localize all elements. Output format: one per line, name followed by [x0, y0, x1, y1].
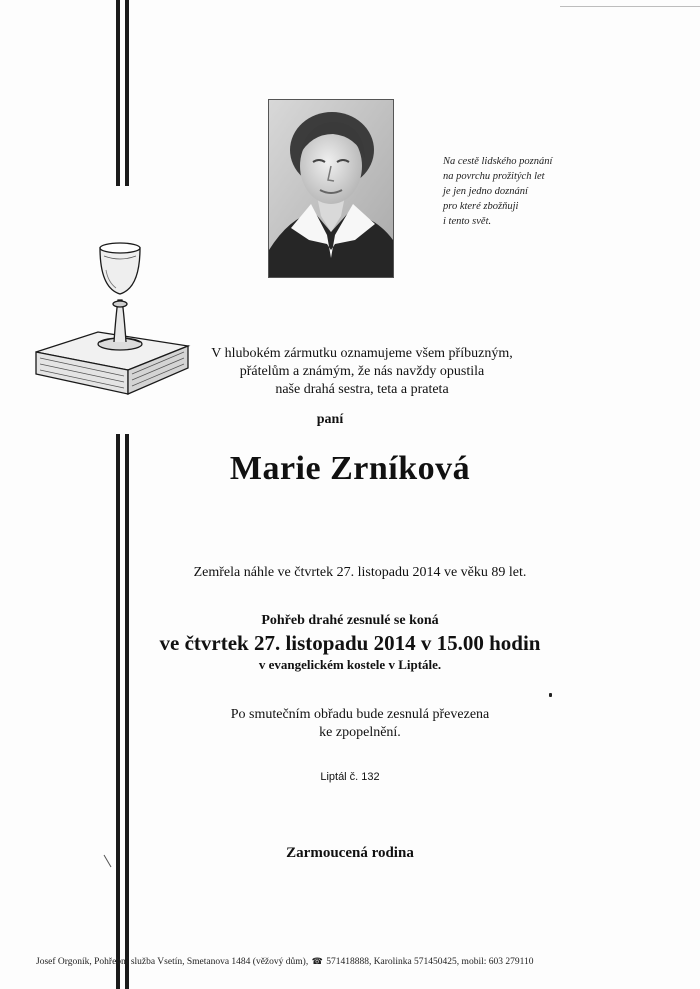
transfer-line-1: Po smutečním obřadu bude zesnulá převezena: [230, 707, 490, 722]
funeral-info: [130, 612, 570, 673]
announcement-text: [180, 345, 544, 399]
poem-line: na povrchu prožitých let: [443, 171, 545, 182]
announcement-line: naše drahá sestra, teta a prateta: [275, 382, 449, 397]
phone-icon: ☎: [311, 956, 323, 966]
vertical-rule-bottom-left: [116, 434, 120, 989]
funeral-date-time: ve čtvrtek 27. listopadu 2014 v 15.00 hodin: [159, 631, 541, 655]
signature: Zarmoucená rodina: [286, 845, 414, 861]
footer-funeral-service: [36, 956, 556, 967]
funeral-line-1: Pohřeb drahé zesnulé se koná: [261, 613, 439, 628]
vertical-rule-top-left: [116, 0, 120, 186]
death-notice: Zemřela náhle ve čtvrtek 27. listopadu 2014 ve věku 89 let.: [193, 565, 527, 580]
transfer-notice: [170, 706, 550, 742]
funeral-location: v evangelickém kostele v Liptále.: [258, 657, 442, 672]
vertical-rule-top-right: [125, 0, 129, 186]
scan-edge-line: [560, 6, 700, 7]
scan-speck: [549, 693, 552, 697]
poem-line: je jen jedno doznání: [443, 186, 528, 197]
announcement-line: V hlubokém zármutku oznamujeme všem příbuzným,: [211, 346, 513, 361]
deceased-name: Marie Zrníková: [229, 450, 471, 487]
chalice-on-book-icon: [28, 234, 194, 400]
portrait-photo: [268, 99, 394, 278]
poem-line: i tento svět.: [443, 216, 492, 227]
announcement-line: přátelům a známým, že nás navždy opustila: [239, 364, 485, 379]
vertical-rule-bottom-right: [125, 434, 129, 989]
scan-mark: [104, 855, 112, 868]
address: Liptál č. 132: [320, 771, 380, 783]
footer-text-1: Josef Orgoník, Pohřební služba Vsetín, Smetanova 1484 (věžový dům),: [36, 957, 309, 967]
title-word: paní: [316, 412, 344, 427]
poem-line: pro které zbožňuji: [443, 201, 519, 212]
poem: [443, 154, 643, 229]
poem-line: Na cestě lidského poznání: [443, 156, 553, 167]
footer-text-2: 571418888, Karolinka 571450425, mobil: 603 279110: [326, 957, 534, 967]
transfer-line-2: ke zpopelnění.: [319, 725, 401, 740]
